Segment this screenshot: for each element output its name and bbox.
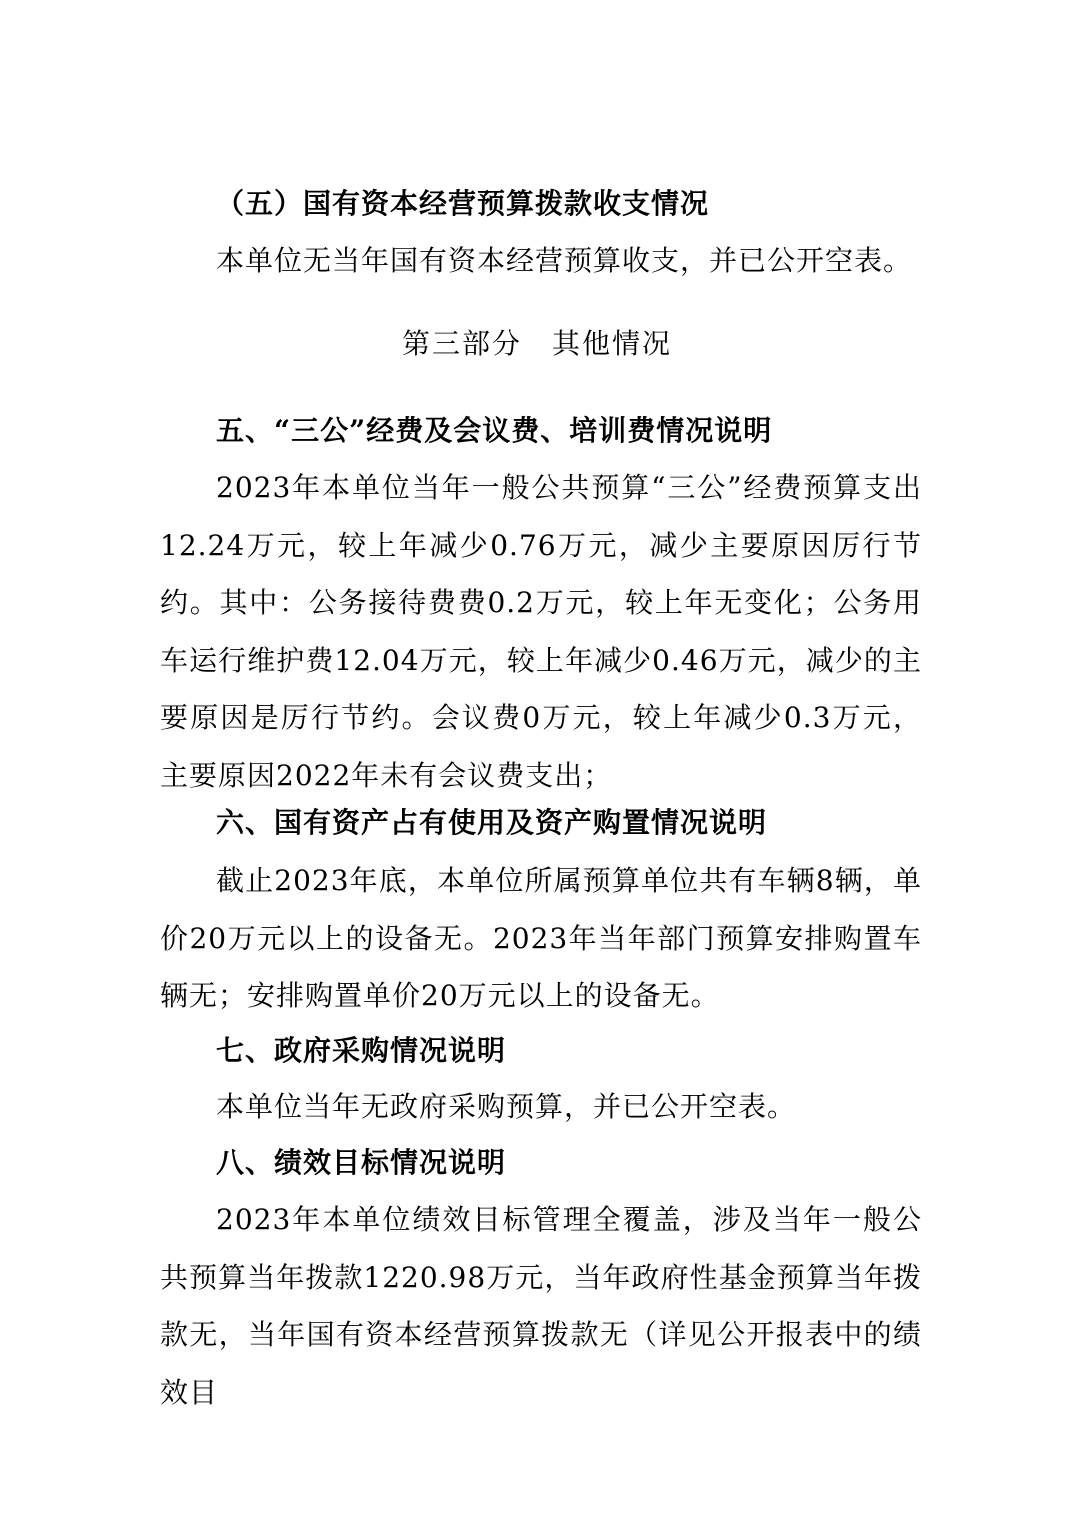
section-heading-state-assets: 六、国有资产占有使用及资产购置情况说明 [216, 806, 768, 839]
section-heading-procurement: 七、政府采购情况说明 [216, 1034, 507, 1067]
paragraph-procurement: 本单位当年无政府采购预算，并已公开空表。 [216, 1090, 797, 1123]
section-heading-performance: 八、绩效目标情况说明 [216, 1146, 507, 1179]
paragraph-state-capital: 本单位无当年国有资本经营预算收支，并已公开空表。 [216, 244, 913, 277]
paragraph-performance: 2023年本单位绩效目标管理全覆盖，涉及当年一般公共预算当年拨款1220.98万元，当年政府性基金预算当年拨款无，当年国有资本经营预算拨款无（详见公开报表中的绩效目 [160, 1203, 922, 1409]
paragraph-state-assets: 截止2023年底，本单位所属预算单位共有车辆8辆，单价20万元以上的设备无。2023年当年部门预算安排购置车辆无；安排购置单价20万元以上的设备无。 [160, 864, 922, 1012]
section-heading-three-public: 五、“三公”经费及会议费、培训费情况说明 [216, 414, 773, 447]
paragraph-three-public: 2023年本单位当年一般公共预算“三公”经费预算支出12.24万元，较上年减少0.76万元，减少主要原因厉行节约。其中：公务接待费费0.2万元，较上年无变化；公务用车运行维护费12.04万元，较上年减少0.46万元，减少的主要原因是厉行节约。会议费0万元，较上年减少0.3万元，主要原因2022年未有会议费支出； [160, 471, 922, 792]
section-heading-state-capital: （五）国有资本经营预算拨款收支情况 [216, 187, 710, 220]
part-title: 第三部分 其他情况 [401, 327, 672, 360]
